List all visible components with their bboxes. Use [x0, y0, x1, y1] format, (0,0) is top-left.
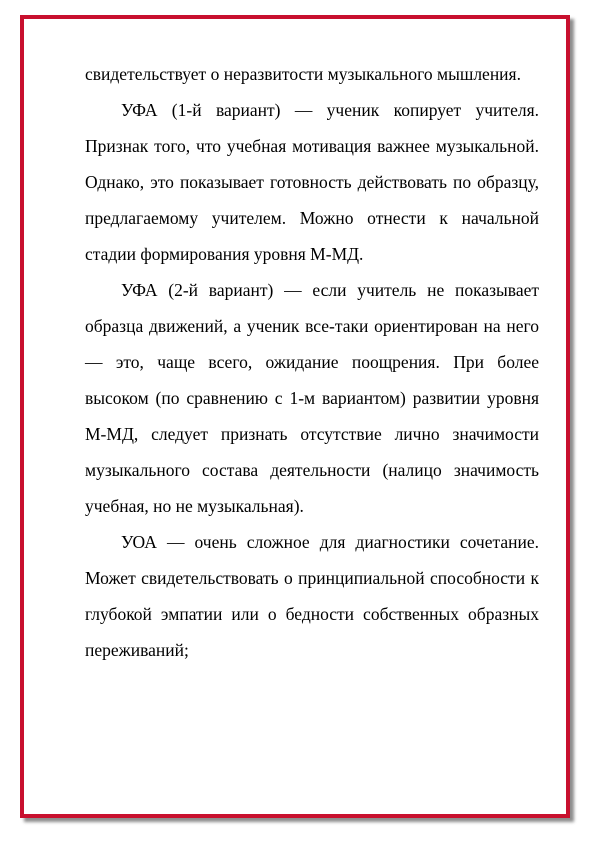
paragraph-continuation: свидетельствует о неразвитости музыкального мышления.	[85, 64, 521, 84]
paragraph-ufa-variant-2: УФА (2-й вариант) — если учитель не показывает образца движений, а ученик все-таки ориентирован на него — это, чаще всего, ожидание поощрения. При более высоком (по сравнению с 1-м вариантом) развитии уровня М-МД, следует признать отсутствие лично значимости музыкального состава деятельности (налицо значимость учебная, но не музыкальная).	[85, 280, 539, 516]
paragraph-ufa-variant-1: УФА (1-й вариант) — ученик копирует учителя. Признак того, что учебная мотивация важнее музыкальной. Однако, это показывает готовность действовать по образцу, предлагаемому учителем. Можно отнести к начальной стадии формирования уровня М-МД.	[85, 100, 539, 264]
text-body	[85, 56, 539, 668]
paragraph-uoa: УОА — очень сложное для диагностики сочетание. Может свидетельствовать о принципиальной способности к глубокой эмпатии или о бедности собственных образных переживаний;	[85, 532, 539, 660]
